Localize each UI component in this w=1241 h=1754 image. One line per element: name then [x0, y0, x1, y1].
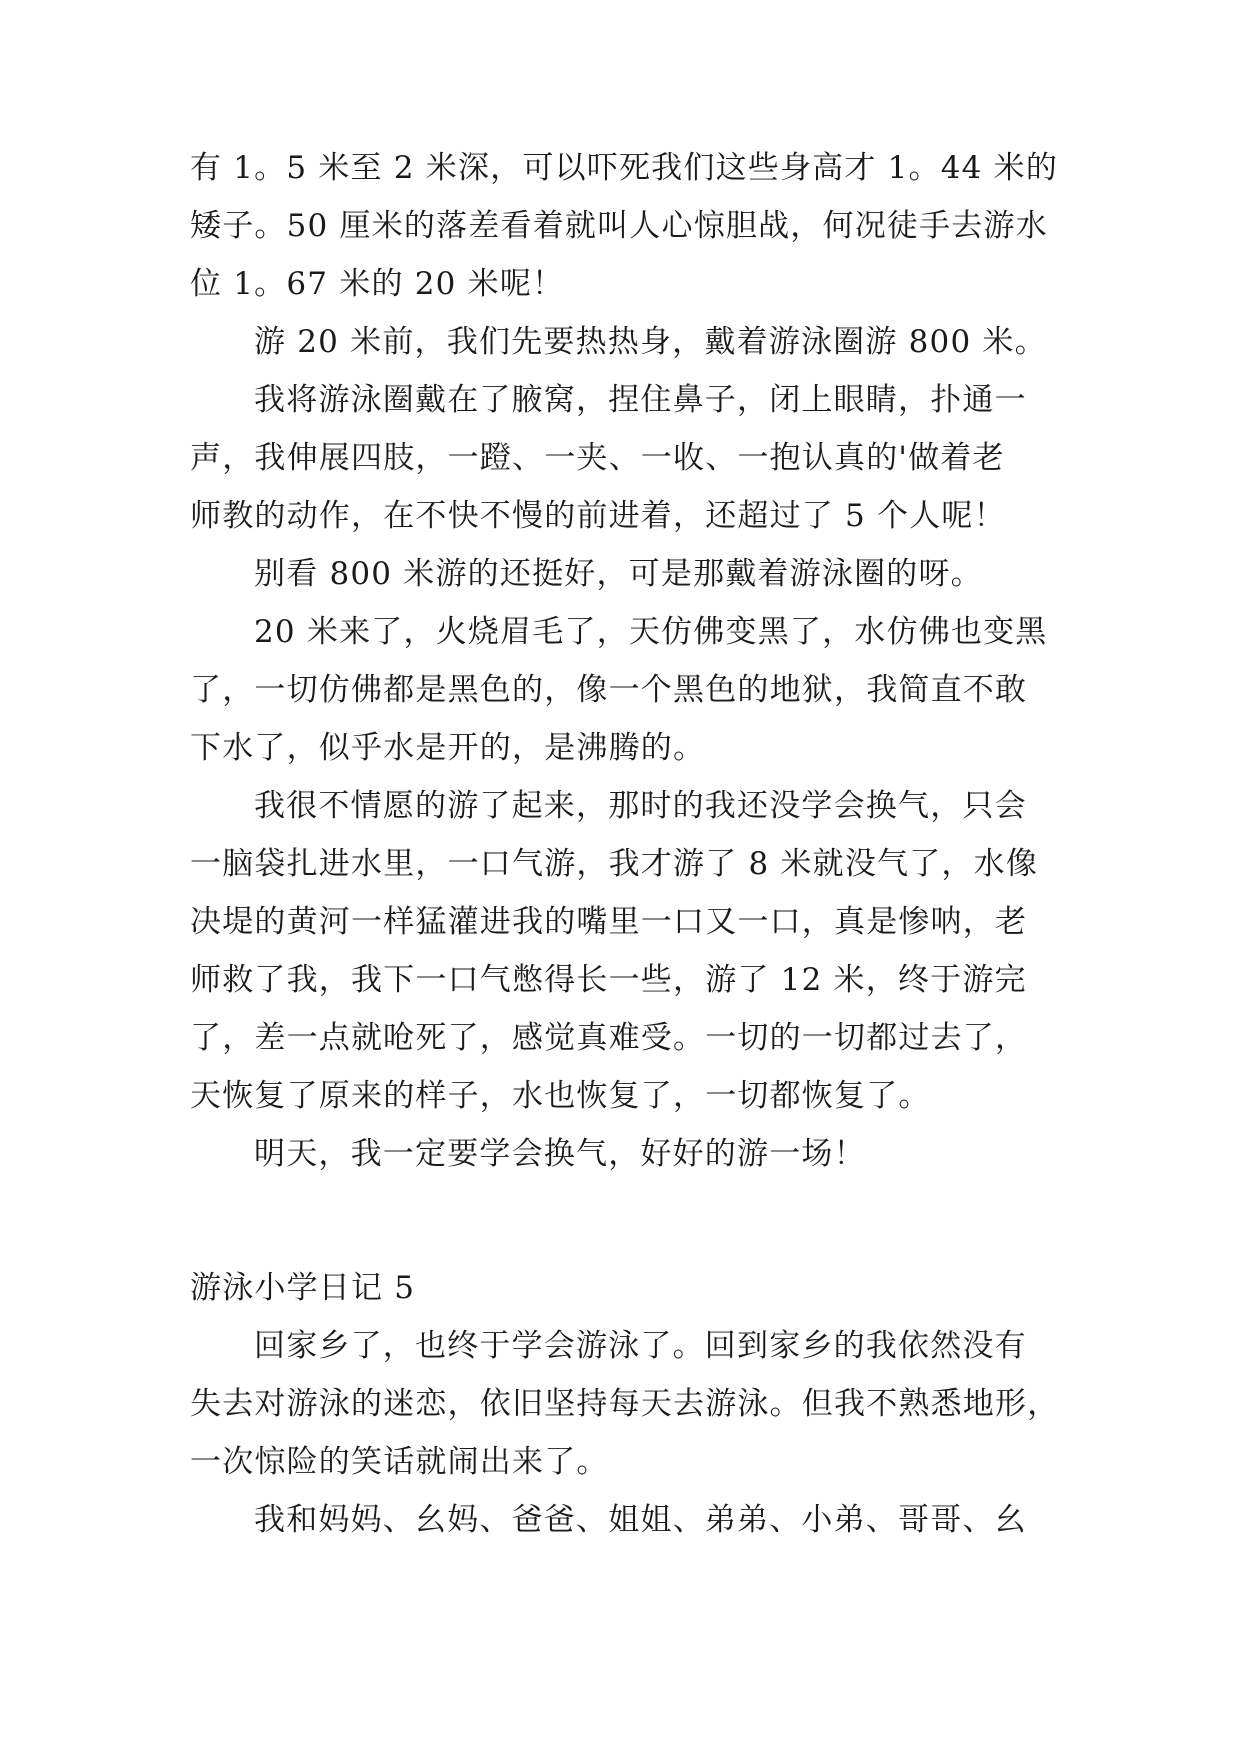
text-line: 师教的动作，在不快不慢的前进着，还超过了 5 个人呢！	[190, 498, 1006, 534]
paragraph-start: 明天，我一定要学会换气，好好的游一场！	[254, 1136, 866, 1172]
text-line: 位 1。67 米的 20 米呢！	[190, 266, 565, 302]
text-line: 一脑袋扎进水里，一口气游，我才游了 8 米就没气了，水像	[190, 846, 1039, 882]
text-line: 了，一切仿佛都是黑色的，像一个黑色的地狱，我简直不敢	[190, 672, 1028, 708]
text-line: 矮子。50 厘米的落差看着就叫人心惊胆战，何况徒手去游水	[190, 208, 1048, 244]
text-line: 失去对游泳的迷恋，依旧坚持每天去游泳。但我不熟悉地形，	[190, 1386, 1060, 1422]
text-line: 有 1。5 米至 2 米深，可以吓死我们这些身高才 1。44 米的	[190, 150, 1059, 186]
paragraph-start: 回家乡了，也终于学会游泳了。回到家乡的我依然没有	[254, 1328, 1027, 1364]
paragraph-start: 我和妈妈、幺妈、爸爸、姐姐、弟弟、小弟、哥哥、幺	[254, 1502, 1027, 1538]
text-line: 下水了，似乎水是开的，是沸腾的。	[190, 730, 706, 766]
paragraph-start: 别看 800 米游的还挺好，可是那戴着游泳圈的呀。	[254, 556, 983, 592]
paragraph-start: 我很不情愿的游了起来，那时的我还没学会换气，只会	[254, 788, 1027, 824]
paragraph-start: 我将游泳圈戴在了腋窝，捏住鼻子，闭上眼睛，扑通一	[254, 382, 1027, 418]
text-line: 决堤的黄河一样猛灌进我的嘴里一口又一口，真是惨呐，老	[190, 904, 1028, 940]
paragraph-start: 20 米来了，火烧眉毛了，天仿佛变黑了，水仿佛也变黑	[254, 614, 1048, 650]
section-title: 游泳小学日记 5	[190, 1270, 416, 1306]
text-line: 天恢复了原来的样子，水也恢复了，一切都恢复了。	[190, 1078, 931, 1114]
text-line: 师救了我，我下一口气憋得长一些，游了 12 米，终于游完	[190, 962, 1027, 998]
paragraph-start: 游 20 米前，我们先要热热身，戴着游泳圈游 800 米。	[254, 324, 1047, 360]
text-line: 一次惊险的笑话就闹出来了。	[190, 1444, 609, 1480]
text-line: 了，差一点就呛死了，感觉真难受。一切的一切都过去了，	[190, 1020, 1028, 1056]
text-line: 声，我伸展四肢，一蹬、一夹、一收、一抱认真的'做着老	[190, 440, 1005, 476]
